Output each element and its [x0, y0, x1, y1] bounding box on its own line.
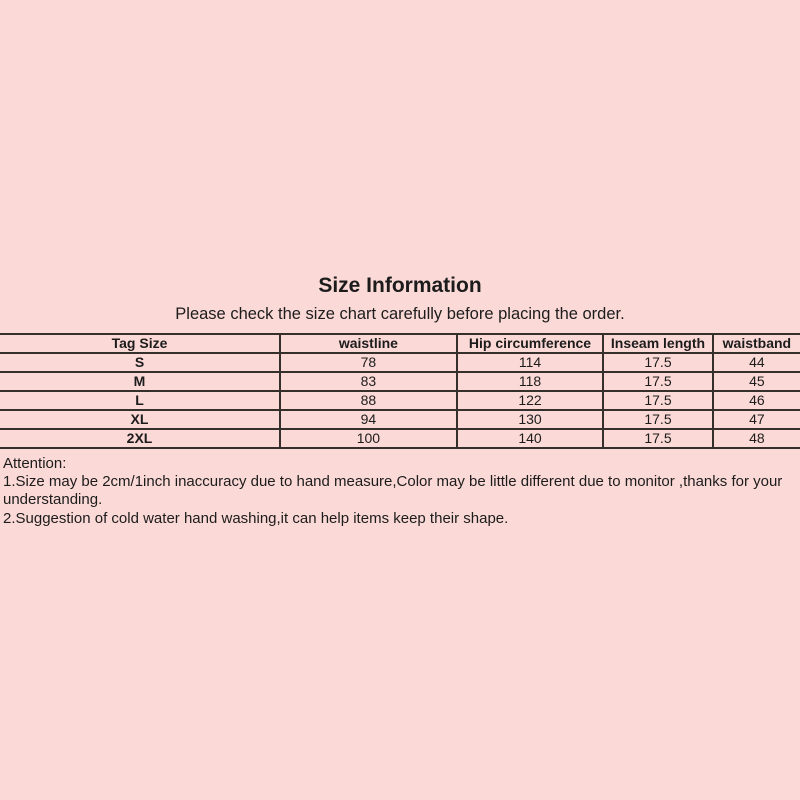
attention-block [0, 455, 800, 528]
measurement-cell: 130 [457, 410, 603, 429]
attention-line: 1.Size may be 2cm/1inch inaccuracy due to hand measure,Color may be little different due to monitor ,thanks for your [3, 473, 783, 491]
table-row [0, 391, 800, 410]
measurement-cell: 114 [457, 353, 603, 372]
measurement-cell: 44 [713, 353, 800, 372]
subtitle: Please check the size chart carefully before placing the order. [175, 305, 625, 323]
column-header: Tag Size [0, 334, 280, 353]
measurement-cell: 17.5 [603, 429, 713, 448]
attention-line: understanding. [3, 491, 103, 509]
measurement-cell: 140 [457, 429, 603, 448]
table-row [0, 429, 800, 448]
measurement-cell: 48 [713, 429, 800, 448]
measurement-cell: 17.5 [603, 353, 713, 372]
page-title: Size Information [318, 274, 482, 297]
measurement-cell: 118 [457, 372, 603, 391]
size-label-cell: M [0, 372, 280, 391]
measurement-cell: 100 [280, 429, 457, 448]
table-header-row [0, 334, 800, 353]
size-table [0, 333, 800, 449]
measurement-cell: 78 [280, 353, 457, 372]
column-header: Inseam length [603, 334, 713, 353]
size-label-cell: 2XL [0, 429, 280, 448]
table-row [0, 353, 800, 372]
column-header: waistline [280, 334, 457, 353]
measurement-cell: 83 [280, 372, 457, 391]
attention-line: 2.Suggestion of cold water hand washing,it can help items keep their shape. [3, 509, 509, 527]
measurement-cell: 17.5 [603, 391, 713, 410]
measurement-cell: 17.5 [603, 372, 713, 391]
attention-line: Attention: [3, 455, 67, 472]
measurement-cell: 46 [713, 391, 800, 410]
size-label-cell: XL [0, 410, 280, 429]
measurement-cell: 47 [713, 410, 800, 429]
measurement-cell: 17.5 [603, 410, 713, 429]
measurement-cell: 94 [280, 410, 457, 429]
table-row [0, 372, 800, 391]
table-row [0, 410, 800, 429]
column-header: Hip circumference [457, 334, 603, 353]
measurement-cell: 45 [713, 372, 800, 391]
measurement-cell: 122 [457, 391, 603, 410]
size-label-cell: S [0, 353, 280, 372]
size-label-cell: L [0, 391, 280, 410]
measurement-cell: 88 [280, 391, 457, 410]
column-header: waistband [713, 334, 800, 353]
